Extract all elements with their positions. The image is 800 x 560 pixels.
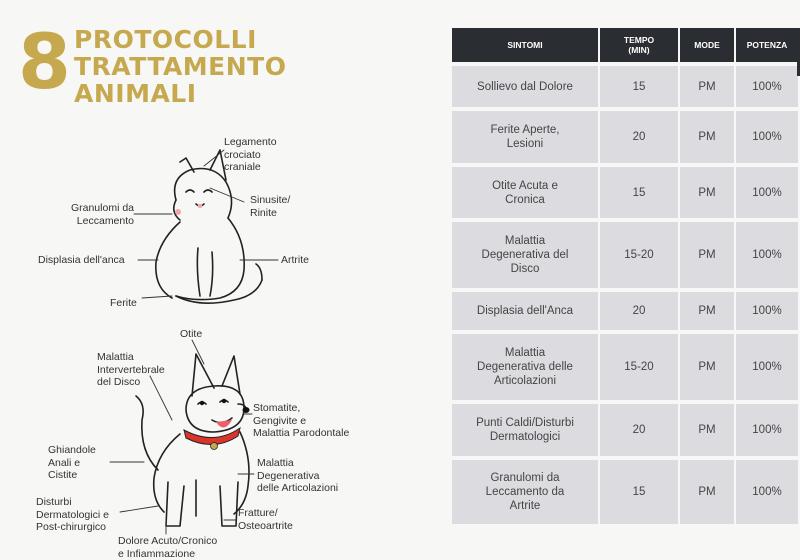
- cell-potenza: 100%: [736, 330, 798, 400]
- cell-sintomo: Malattia Degenerativa del Disco: [452, 218, 600, 288]
- cell-potenza: 100%: [736, 288, 798, 330]
- table-row: [452, 330, 798, 400]
- dog-nose: [243, 407, 250, 413]
- cell-sintomo: Otite Acuta e Cronica: [452, 163, 600, 218]
- table-row: [452, 163, 798, 218]
- cell-potenza: 100%: [736, 218, 798, 288]
- title-line-1: PROTOCOLLI: [74, 25, 257, 54]
- label-disturbi-dermatologici: Disturbi Dermatologici e Post-chirurgico: [36, 496, 109, 533]
- cell-sintomo: Malattia Degenerativa delle Articolazioni: [452, 330, 600, 400]
- protocol-table: [452, 28, 798, 524]
- table-row: [452, 62, 798, 107]
- label-otite: Otite: [180, 328, 203, 340]
- label-displasia: Displasia dell'anca: [38, 254, 125, 266]
- cell-tempo: 15: [600, 163, 680, 218]
- cell-potenza: 100%: [736, 107, 798, 163]
- header-sintomi: SINTOMI: [452, 28, 600, 62]
- cell-potenza: 100%: [736, 456, 798, 524]
- dog-collar: [184, 428, 240, 445]
- table-row: [452, 218, 798, 288]
- label-legamento-crociato: Legamento crociato craniale: [224, 136, 277, 173]
- cell-sintomo: Granulomi da Leccamento da Artrite: [452, 456, 600, 524]
- cell-mode: PM: [680, 330, 736, 400]
- cell-sintomo: Sollievo dal Dolore: [452, 62, 600, 107]
- cell-mode: PM: [680, 456, 736, 524]
- title-line-2: TRATTAMENTO: [74, 52, 287, 81]
- cell-mode: PM: [680, 107, 736, 163]
- label-ghiandole: Ghiandole Anali e Cistite: [48, 444, 96, 481]
- label-malattia-degenerativa: Malattia Degenerativa delle Articolazioni: [257, 457, 339, 494]
- cell-mode: PM: [680, 62, 736, 107]
- label-dolore: Dolore Acuto/Cronico e Infiammazione: [118, 535, 218, 560]
- cell-sintomo: Displasia dell'Anca: [452, 288, 600, 330]
- cell-mode: PM: [680, 218, 736, 288]
- cell-tempo: 20: [600, 400, 680, 456]
- label-sinusite: Sinusite/ Rinite: [250, 194, 291, 219]
- label-stomatite: Stomatite, Gengivite e Malattia Parodontale: [253, 402, 350, 439]
- cell-tempo: 15-20: [600, 218, 680, 288]
- header-tempo: TEMPO (MIN): [600, 28, 680, 62]
- cell-tempo: 20: [600, 107, 680, 163]
- cell-tempo: 15-20: [600, 330, 680, 400]
- label-ferite: Ferite: [110, 297, 137, 309]
- header-mode: MODE: [680, 28, 736, 62]
- table-row: [452, 288, 798, 330]
- cell-tempo: 15: [600, 456, 680, 524]
- header-potenza: POTENZA: [736, 28, 798, 62]
- cell-sintomo: Ferite Aperte, Lesioni: [452, 107, 600, 163]
- title-line-3: ANIMALI: [74, 79, 197, 108]
- label-fratture: Fratture/ Osteoartrite: [238, 507, 293, 532]
- table-header-row: [452, 28, 798, 62]
- cell-tempo: 20: [600, 288, 680, 330]
- cell-tempo: 15: [600, 62, 680, 107]
- cell-potenza: 100%: [736, 62, 798, 107]
- label-artrite: Artrite: [281, 254, 310, 266]
- label-malattia-intervertebrale: Malattia Intervertebrale del Disco: [97, 351, 165, 388]
- title-number: 8: [18, 17, 71, 106]
- cell-mode: PM: [680, 400, 736, 456]
- cell-mode: PM: [680, 163, 736, 218]
- label-granulomi: Granulomi da Leccamento: [70, 202, 134, 227]
- cell-potenza: 100%: [736, 163, 798, 218]
- cell-mode: PM: [680, 288, 736, 330]
- table-row: [452, 400, 798, 456]
- cell-potenza: 100%: [736, 400, 798, 456]
- table-row: [452, 456, 798, 524]
- table-row: [452, 107, 798, 163]
- cell-sintomo: Punti Caldi/Disturbi Dermatologici: [452, 400, 600, 456]
